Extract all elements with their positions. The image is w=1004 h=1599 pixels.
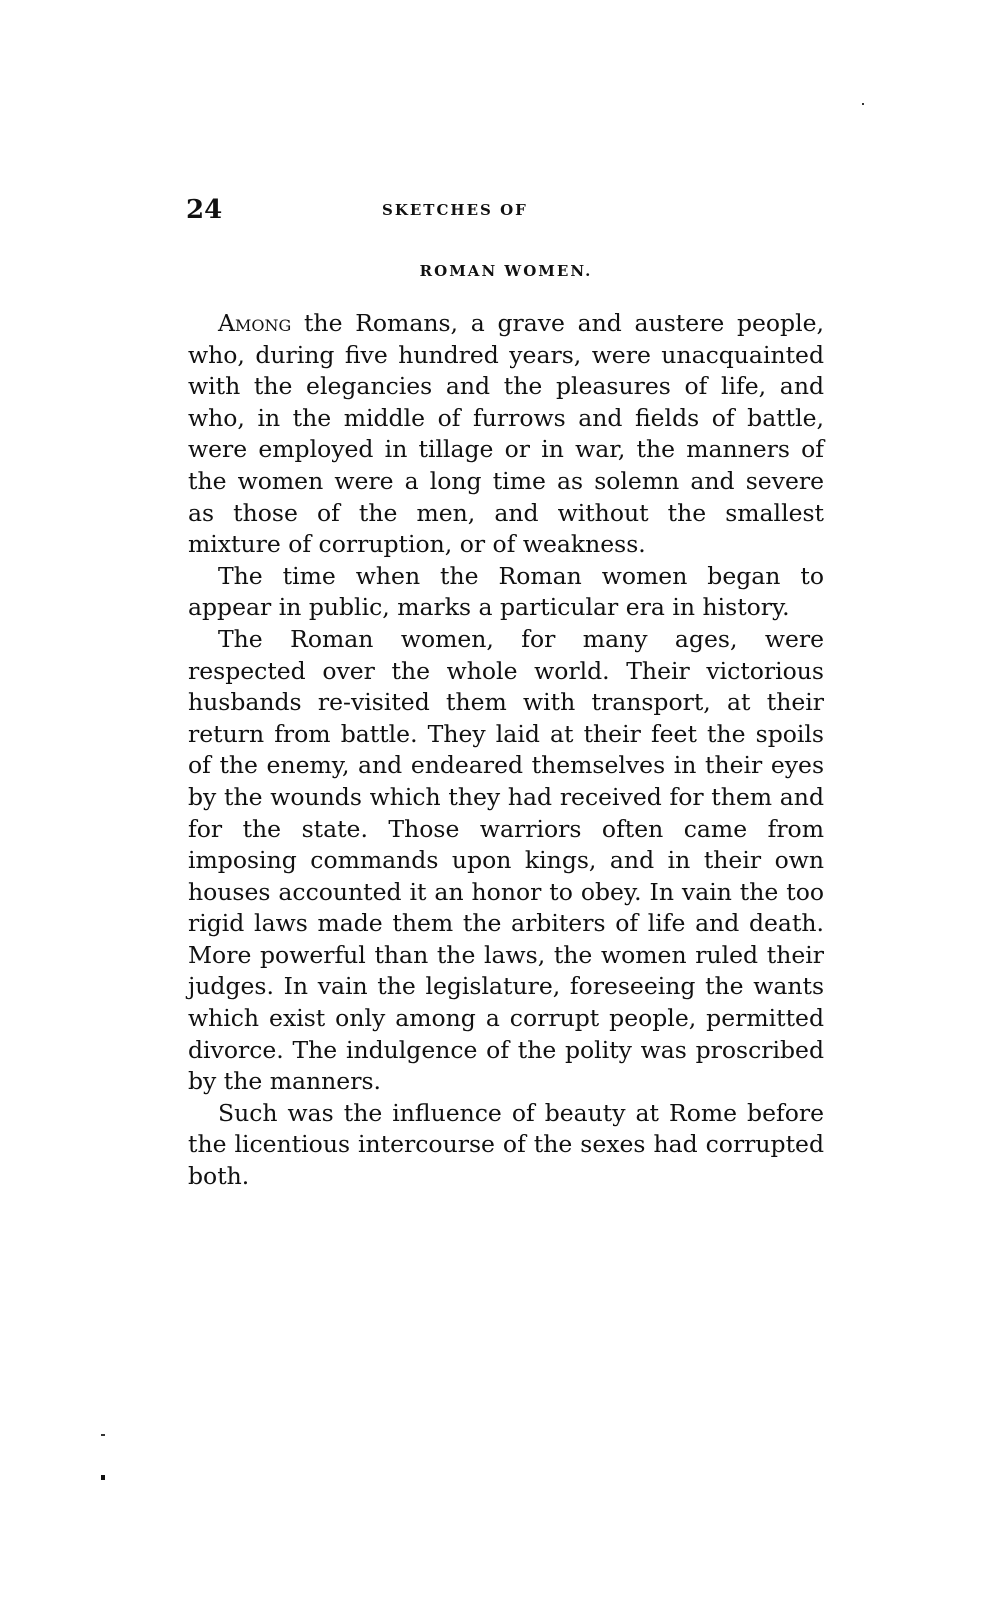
- paragraph-1-text: the Romans, a grave and austere people, who, during five hundred years, were unacquainted with the elegancies and the pleasures of life, and who, in the middle of furrows and fields of battle, were employed in tillage or in war, the manners of the women were a long time as solemn and severe as those of the men, and without the smallest mixture of corruption, or of weakness.: [188, 309, 824, 559]
- scan-speck: [862, 103, 864, 105]
- paragraph-1: [188, 308, 824, 561]
- running-title: SKETCHES OF: [382, 201, 528, 219]
- paragraph-lead-word: Among: [218, 309, 292, 337]
- scan-speck: [101, 1475, 105, 1480]
- paragraph-3: The Roman women, for many ages, were respected over the whole world. Their victorious husbands re-visited them with transport, at their return from battle. They laid at their feet the spoils of the enemy, and endeared themselves in their eyes by the wounds which they had received for them and for the state. Those warriors often came from imposing commands upon kings, and in their own houses accounted it an honor to obey. In vain the too rigid laws made them the arbiters of life and death. More powerful than the laws, the women ruled their judges. In vain the legislature, foreseeing the wants which exist only among a corrupt people, permitted divorce. The indulgence of the polity was proscribed by the manners.: [188, 624, 824, 1096]
- paragraph-4: Such was the influence of beauty at Rome before the licentious intercourse of the sexes had corrupted both.: [188, 1098, 824, 1191]
- paragraph-2: The time when the Roman women began to appear in public, marks a particular era in history.: [188, 561, 824, 622]
- running-head: [186, 195, 826, 229]
- body-text: [188, 308, 824, 1193]
- section-title: ROMAN WOMEN.: [419, 262, 593, 280]
- scan-speck: [101, 1434, 105, 1436]
- page-number: 24: [186, 195, 223, 225]
